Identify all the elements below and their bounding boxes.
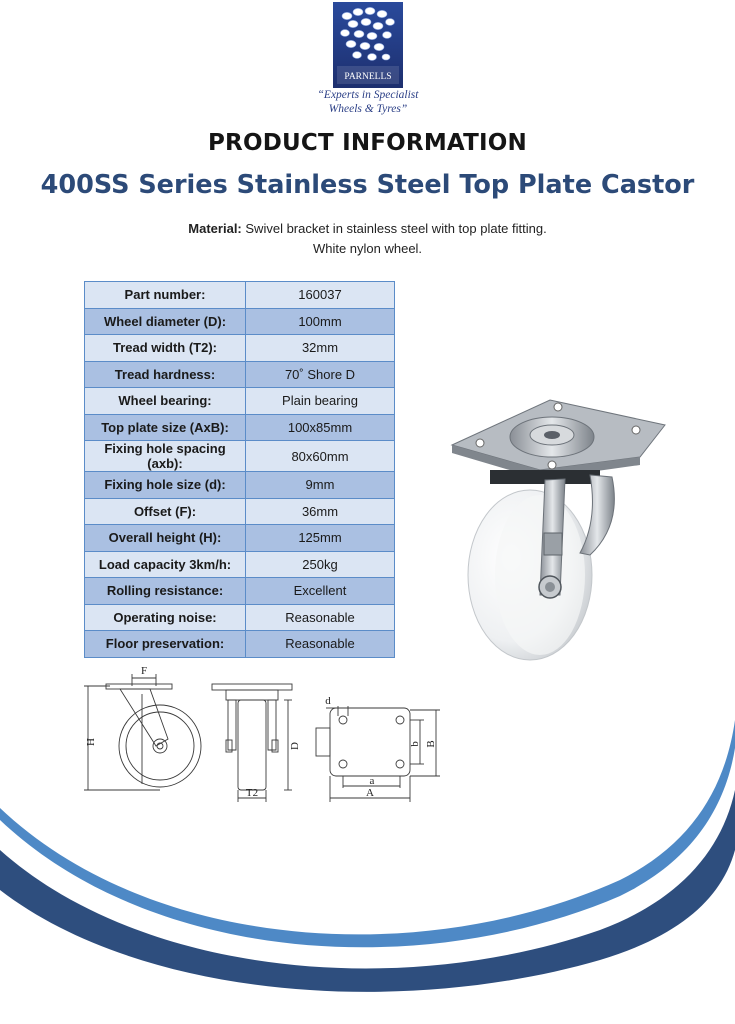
spec-row [85,525,395,552]
label-b-upper: B [425,740,437,748]
spec-row [85,414,395,441]
spec-value: 100mm [246,308,395,335]
spec-row [85,282,395,309]
spec-row [85,441,395,472]
spec-label: Top plate size (AxB): [85,414,246,441]
spec-label: Rolling resistance: [85,578,246,605]
spec-value: 70˚ Shore D [246,361,395,388]
spec-value: 9mm [246,472,395,499]
spec-value: 100x85mm [246,414,395,441]
spec-row [85,361,395,388]
label-b: b [409,741,421,747]
spec-label: Part number: [85,282,246,309]
spec-label: Fixing hole spacing (axb): [85,441,246,472]
spec-row [85,604,395,631]
spec-value: 36mm [246,498,395,525]
label-d-hole: d [325,695,331,707]
spec-value: Excellent [246,578,395,605]
spec-label: Wheel diameter (D): [85,308,246,335]
spec-value: 32mm [246,335,395,362]
tagline-line-1: “Experts in Specialist [317,89,419,101]
spec-row [85,308,395,335]
spec-label: Tread hardness: [85,361,246,388]
spec-table [84,281,395,658]
page-heading: PRODUCT INFORMATION [208,130,527,156]
material-text: Swivel bracket in stainless steel with top plate fitting. White nylon wheel. [245,221,547,256]
spec-row [85,578,395,605]
spec-row [85,631,395,658]
castor-photo [440,395,670,665]
spec-value: 80x60mm [246,441,395,472]
decorative-swoosh [0,700,735,1024]
spec-row [85,388,395,415]
spec-label: Wheel bearing: [85,388,246,415]
material-label: Material: [188,221,242,236]
spec-label: Fixing hole size (d): [85,472,246,499]
spec-row [85,551,395,578]
label-f: F [140,665,148,677]
spec-label: Operating noise: [85,604,246,631]
spec-value: 125mm [246,525,395,552]
label-t2: T2 [245,787,259,799]
logo-brand-text: PARNELLS [344,72,392,82]
material-description [170,219,565,259]
spec-value: 250kg [246,551,395,578]
label-h: H [85,738,97,746]
logo-tagline [300,88,436,116]
label-a-upper: A [366,787,374,799]
spec-label: Load capacity 3km/h: [85,551,246,578]
parnells-logo [333,2,403,88]
label-a: a [369,775,375,787]
spec-label: Floor preservation: [85,631,246,658]
spec-value: Plain bearing [246,388,395,415]
tagline-line-2: Wheels & Tyres” [328,103,408,115]
spec-label: Offset (F): [85,498,246,525]
product-title: 400SS Series Stainless Steel Top Plate Castor [40,170,695,200]
spec-row [85,498,395,525]
spec-value: 160037 [246,282,395,309]
spec-label: Tread width (T2): [85,335,246,362]
spec-row [85,472,395,499]
label-d-diameter: D [289,742,301,750]
spec-value: Reasonable [246,631,395,658]
spec-row [85,335,395,362]
spec-value: Reasonable [246,604,395,631]
spec-label: Overall height (H): [85,525,246,552]
